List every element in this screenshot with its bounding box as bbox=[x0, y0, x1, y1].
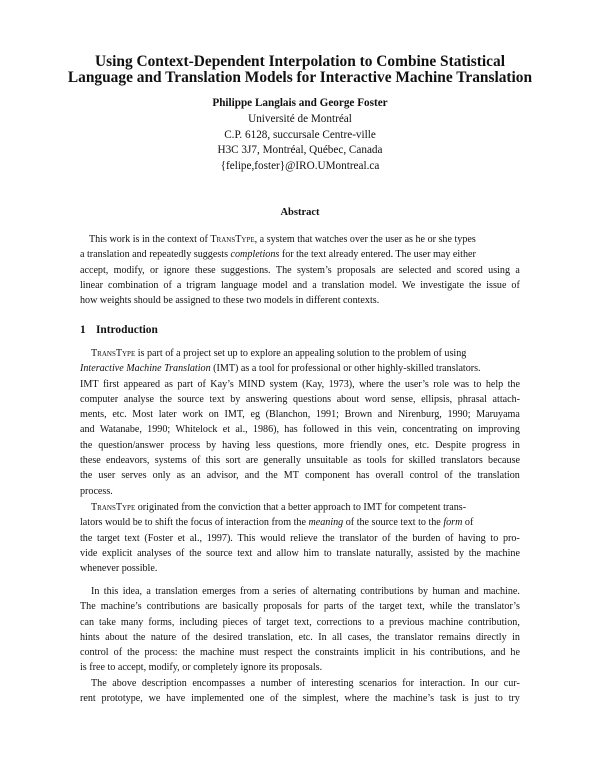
text-line: vide explicit analyses of the source text and allow him to translate naturally, assisted by the machine bbox=[80, 547, 520, 559]
author-email: {felipe,foster}@IRO.UMontreal.ca bbox=[220, 160, 380, 173]
text-line: lators would be to shift the focus of interaction from the meaning of the source text to the form of bbox=[80, 517, 474, 529]
text-line: the user serves only as an advisor, and the MT component has overall control of the translation bbox=[80, 470, 520, 482]
address-line-1: C.P. 6128, succursale Centre-ville bbox=[224, 128, 376, 141]
text-line: process. bbox=[80, 485, 113, 497]
text-line: ments, etc. Most later work on IMT, eg (Blanchon, 1991; Brown and Nirenburg, 1990; Maruyama bbox=[80, 409, 520, 421]
text-line: how weights should be assigned to these two models in different contexts. bbox=[80, 295, 380, 307]
section-heading bbox=[80, 324, 520, 336]
section-number: 1 bbox=[80, 324, 86, 336]
intro-paragraph-1 bbox=[80, 346, 520, 499]
intro-paragraph-2 bbox=[80, 500, 520, 576]
paper-title bbox=[60, 54, 540, 86]
abstract-heading: Abstract bbox=[280, 207, 320, 218]
text-line: can take many forms, including pieces of target text, corrections to a previous machine contribution, bbox=[80, 616, 520, 628]
author-names: Philippe Langlais and George Foster bbox=[212, 97, 388, 109]
title-line-2: Language and Translation Models for Interactive Machine Translation bbox=[67, 69, 533, 86]
text-line: the target text (Foster et al., 1997). This would relieve the translator of the burden of having to pro- bbox=[80, 532, 520, 544]
title-line-1: Using Context-Dependent Interpolation to Combine Statistical bbox=[95, 53, 505, 70]
text-line: computer analyse the source text by answering questions about word sense, ellipsis, phrasal attach- bbox=[80, 393, 520, 405]
text-line: whenever possible. bbox=[80, 563, 158, 575]
intro-paragraph-4 bbox=[80, 676, 520, 707]
text-line: The machine’s contributions are basically proposals for parts of the target text, while the translator’s bbox=[80, 601, 520, 613]
text-line: In this idea, a translation emerges from a series of alternating contributions by human and machine. bbox=[91, 586, 520, 597]
text-line: a translation and repeatedly suggests completions for the text already entered. The user may either bbox=[80, 249, 476, 261]
text-line: the question/answer process by having less questions, more friendly ones, etc. Despite progress in bbox=[80, 439, 520, 451]
text-line: is free to accept, modify, or completely ignore its proposals. bbox=[80, 662, 323, 674]
section-title: Introduction bbox=[96, 324, 158, 336]
abstract-text bbox=[80, 232, 520, 308]
text-line: accept, modify, or ignore these suggestions. The system’s proposals are selected and scored using a bbox=[80, 264, 520, 276]
text-line: and Watanabe, 1990; Whitelock et al., 1986), has followed in this vein, concentrating on improving bbox=[80, 424, 520, 436]
text-line: IMT first appeared as part of Kay’s MIND system (Kay, 1973), where the user’s role was to help the bbox=[80, 378, 520, 390]
affiliation: Université de Montréal bbox=[248, 112, 352, 125]
text-line: linear combination of a trigram language model and a translation model. We investigate the issue of bbox=[80, 279, 520, 291]
text-line: TransType is part of a project set up to explore an appealing solution to the problem of using bbox=[91, 348, 467, 359]
text-line: This work is in the context of TransType, a system that watches over the user as he or she types bbox=[89, 234, 476, 245]
text-line: these endeavors, systems of this sort are generally unsuitable as tools for skilled translators because bbox=[80, 455, 520, 467]
text-line: Interactive Machine Translation (IMT) as a tool for professional or other highly-skilled translators. bbox=[80, 363, 481, 375]
text-line: TransType originated from the conviction that a better approach to IMT for competent trans- bbox=[91, 502, 467, 513]
text-line: The above description encompasses a number of interesting scenarios for interaction. In our cur- bbox=[91, 678, 520, 689]
intro-paragraph-3 bbox=[80, 584, 520, 676]
address-line-2: H3C 3J7, Montréal, Québec, Canada bbox=[217, 144, 383, 157]
text-line: control of the process: the machine must respect the constraints implicit in his contributions, and he bbox=[80, 647, 520, 659]
text-line: hints about the nature of the desired translation, etc. In all cases, the translator remains directly in bbox=[80, 631, 520, 643]
text-line: rent prototype, we have implemented one of the simplest, where the machine’s task is just to try bbox=[80, 693, 520, 705]
author-block bbox=[150, 96, 450, 175]
